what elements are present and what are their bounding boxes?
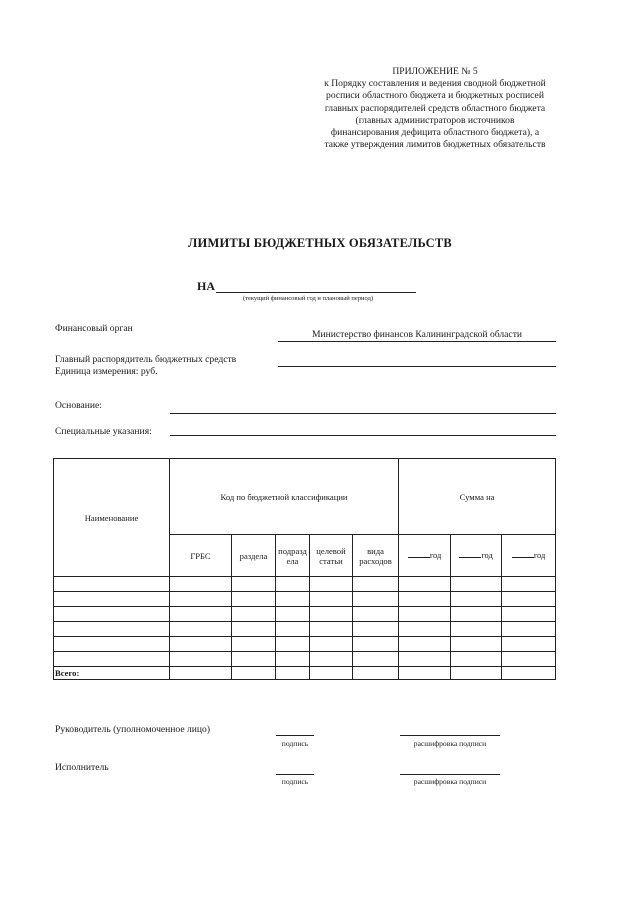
special-line [170, 435, 556, 436]
basis-line [170, 413, 556, 414]
total-row [54, 667, 556, 680]
total-label: Всего: [54, 667, 170, 680]
header-name: Наименование [54, 459, 170, 577]
fin-organ-line [278, 341, 556, 342]
appendix-line: росписи областного бюджета и бюджетных росписей [326, 90, 544, 102]
fin-organ-label: Финансовый орган [55, 323, 133, 334]
table-row [54, 607, 556, 622]
head-sign-caption: подпись [281, 739, 309, 748]
executor-label: Исполнитель [55, 762, 109, 773]
head-decode-line [400, 735, 500, 736]
subheader-type: вида расходов [353, 535, 399, 577]
appendix-line: ПРИЛОЖЕНИЕ № 5 [392, 66, 478, 77]
executor-sign-caption: подпись [281, 777, 309, 786]
basis-label: Основание: [55, 400, 102, 411]
special-label: Специальные указания: [55, 426, 152, 437]
appendix-line: (главных администраторов источников [355, 114, 515, 126]
subheader-grbs: ГРБС [170, 535, 232, 577]
subheader-year-2: год [451, 535, 502, 577]
subheader-target: целевой статьи [310, 535, 353, 577]
fin-organ-value: Министерство финансов Калининградской области [311, 329, 523, 340]
appendix-line: к Порядку составления и ведения сводной бюджетной [324, 78, 546, 90]
unit-label: Единица измерения: руб. [55, 366, 158, 377]
header-code: Код по бюджетной классификации [170, 459, 399, 535]
subheader-year-3: год [502, 535, 556, 577]
subheader-razdel: раздела [232, 535, 276, 577]
table-row [54, 577, 556, 592]
header-sum: Сумма на [399, 459, 556, 535]
table-row [54, 622, 556, 637]
head-sign-line [276, 735, 314, 736]
period-prefix: НА [197, 279, 215, 293]
document-title: ЛИМИТЫ БЮДЖЕТНЫХ ОБЯЗАТЕЛЬСТВ [188, 236, 452, 250]
appendix-line: также утверждения лимитов бюджетных обязательств [324, 139, 546, 151]
head-label: Руководитель (уполномоченное лицо) [55, 724, 211, 735]
main-manager-line [278, 366, 556, 367]
appendix-line: главных распорядителей средств областного бюджета [324, 102, 546, 114]
table-row [54, 637, 556, 652]
main-manager-label: Главный распорядитель бюджетных средств [55, 354, 237, 365]
executor-decode-line [400, 774, 500, 775]
appendix-note [300, 66, 570, 151]
limits-table [53, 458, 556, 680]
head-decode-caption: расшифровка подписи [413, 739, 487, 748]
table-row [54, 592, 556, 607]
executor-decode-caption: расшифровка подписи [413, 777, 487, 786]
period-input-line [216, 292, 416, 293]
table-row [54, 652, 556, 667]
appendix-line: финансирования дефицита областного бюджета), а [330, 127, 540, 139]
subheader-podrazdel: подразд ела [276, 535, 310, 577]
executor-sign-line [276, 774, 314, 775]
period-caption: (текущий финансовый год и плановый период) [242, 295, 374, 302]
subheader-year-1: год [399, 535, 451, 577]
